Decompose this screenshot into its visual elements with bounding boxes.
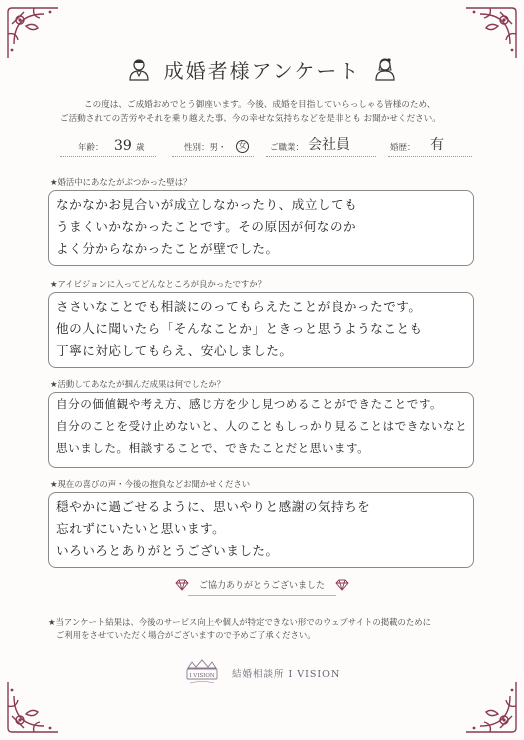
answer-line: 自分のことを受け止めないと、人のこともしっかり見ることはできないなと — [56, 419, 468, 433]
question-label: ★アイビジョンに入ってどんなところが良かったですか？ — [50, 279, 266, 289]
occupation-value: 会社員 — [308, 137, 350, 153]
page-title: 成婚者様アンケート — [163, 58, 361, 83]
age-value: 39 — [114, 138, 132, 154]
answer-line: うまくいかなかったことです。その原因が何なのか — [56, 219, 357, 234]
answer-line: 穏やかに過ごせるように、思いやりと感謝の気持ちを — [56, 499, 371, 514]
brand-name: 結婚相談所 I VISION — [232, 669, 341, 680]
answer-line: 他の人に聞いたら「そんなことか」ときっと思うようなことも — [56, 321, 423, 336]
divider — [188, 595, 336, 596]
brand — [182, 658, 352, 688]
brand-logo-text: I VISION — [189, 673, 215, 679]
thanks-row — [0, 578, 524, 591]
answer-line: 丁寧に対応してもらえ、安心しました。 — [56, 343, 293, 358]
corner-ornament-icon — [4, 678, 62, 736]
intro-line: ご活動されての苦労やそれを乗り越えた事、今の幸せな気持ちなどを是非とも お聞かせください。 — [60, 114, 441, 124]
answer-line: 自分の価値観や考え方、感じ方を少し見つめることができたことです。 — [56, 397, 443, 411]
footer-note-line: ご利用をさせていただく場合がございますので予めご了承ください。 — [56, 630, 316, 640]
question-label: ★婚活中にあなたがぶつかった壁は？ — [50, 177, 192, 187]
occupation-field — [266, 136, 376, 157]
footer-note-line: ★当アンケート結果は、今後のサービス向上や個人が特定できない形でのウェブサイトの掲載のために — [48, 617, 431, 627]
answer-line: よく分からなかったことが壁でした。 — [56, 241, 279, 256]
marriage-history-value: 有 — [430, 137, 444, 153]
gender-selected: 女 — [236, 140, 249, 153]
diamond-icon — [175, 579, 189, 591]
answer-line: ささいなことでも相談にのってもらえたことが良かったです。 — [56, 299, 422, 314]
intro-text — [60, 98, 480, 126]
diamond-icon — [335, 579, 349, 591]
gender-label: 性別：男・ — [184, 143, 227, 153]
marriage-history-field — [388, 136, 472, 157]
answer-line: 忘れずにいたいと思います。 — [56, 521, 226, 536]
thanks-message: ご協力ありがとうございました — [198, 581, 325, 591]
question-label: ★現在の喜びの声・今後の抱負などお聞かせください — [50, 479, 251, 489]
answer-line: なかなかお見合いが成立しなかったり、成立しても — [56, 197, 358, 212]
groom-icon — [128, 57, 150, 81]
corner-ornament-icon — [462, 678, 520, 736]
answer-line: 思いました。相談することで、できたことだと思います。 — [56, 441, 370, 455]
age-suffix: 歳 — [136, 143, 145, 153]
profile-info-row — [60, 136, 472, 158]
question-label: ★活動してあなたが掴んだ成果は何でしたか？ — [50, 379, 226, 389]
age-field — [60, 136, 156, 157]
brand-logo — [182, 658, 222, 686]
gender-field — [172, 136, 254, 157]
age-label: 年齢： — [78, 143, 104, 153]
occupation-label: ご職業： — [270, 143, 305, 153]
footer-note — [48, 616, 488, 642]
answer-line: いろいろとありがとうございました。 — [56, 543, 279, 558]
marriage-history-label: 婚歴： — [390, 143, 416, 153]
intro-line: この度は、ご成婚おめでとう御座います。今後、成婚を目指していらっしゃる皆様のため、 — [84, 100, 436, 110]
title-row — [0, 54, 524, 84]
bride-icon — [374, 57, 396, 81]
